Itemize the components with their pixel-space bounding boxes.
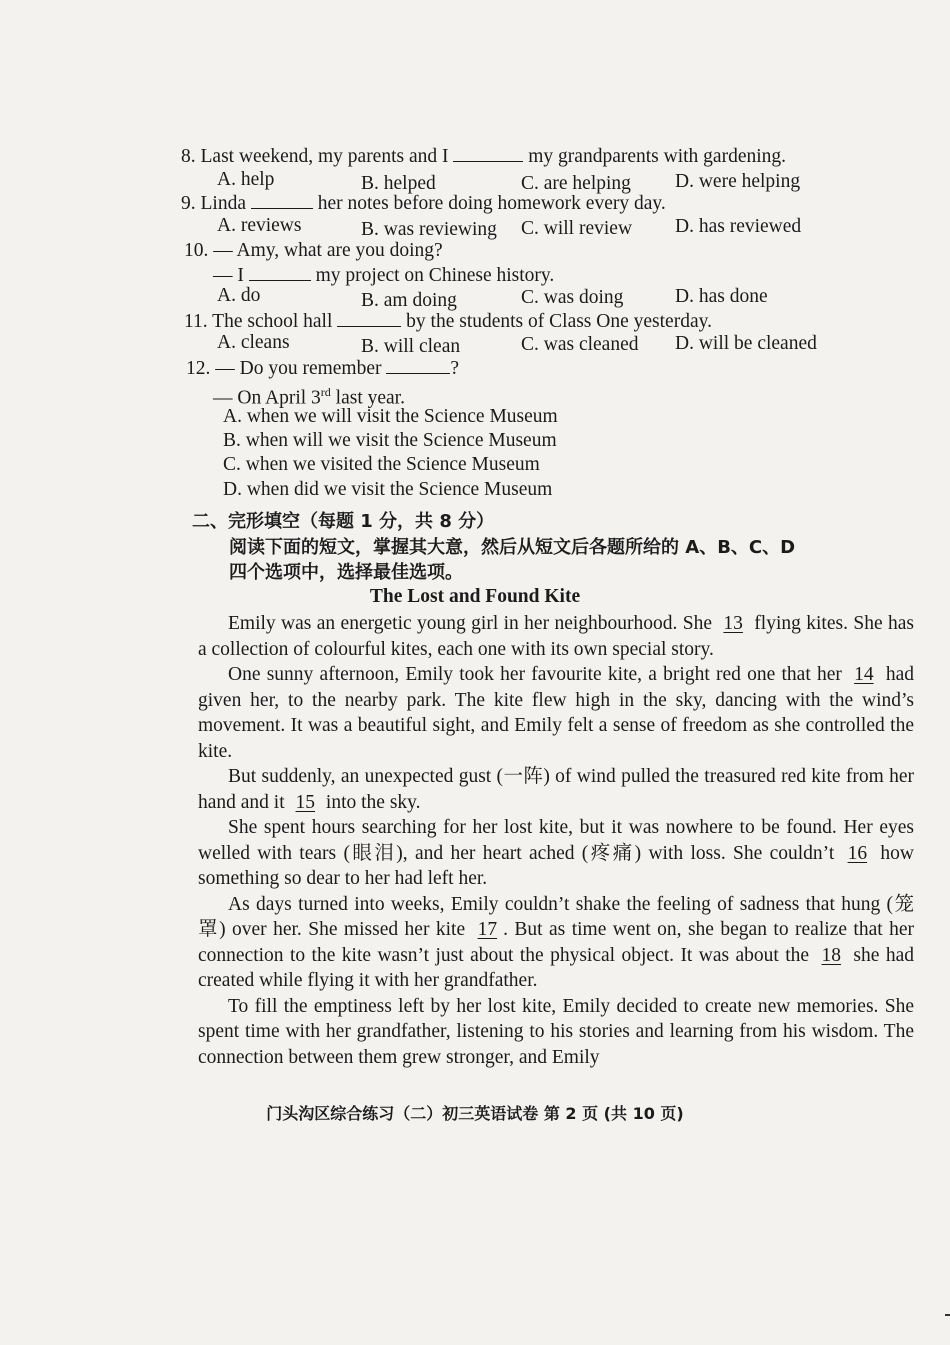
passage-paragraph-6: To fill the emptiness left by her lost kite, Emily decided to create new memories. She spent time with her grandfather, listening to his stories and learning from his wisdom. The connection between them grew stronger, and Emily: [198, 995, 914, 1068]
p4-text-a: She spent hours searching for her lost kite, but it was nowhere to be found. Her eyes welled with tears (眼泪), and her heart ached (疼痛) with loss. She couldn’t: [198, 817, 914, 864]
p2-text-a: One sunny afternoon, Emily took her favourite kite, a bright red one that her: [228, 664, 849, 685]
q12-stem-start: 12. — Do you remember: [186, 358, 382, 379]
blank-17: 17: [477, 919, 498, 940]
section-2-instruction-line-2: 四个选项中，选择最佳选项。: [229, 562, 463, 583]
q9-stem-start: 9. Linda: [181, 193, 246, 214]
passage-paragraph-2: [198, 662, 914, 764]
p5-text-a: As days turned into weeks, Emily couldn’t shake the feeling of sadness that hung (笼罩) over her. She missed her kite: [198, 893, 914, 940]
q12-option-d: D. when did we visit the Science Museum: [223, 479, 553, 500]
q11-stem-end: by the students of Class One yesterday.: [406, 311, 712, 332]
q8-option-b: B. helped: [361, 173, 436, 194]
q11-option-d: D. will be cleaned: [675, 333, 817, 354]
p2-text-b: had given her, to the nearby park. The kite flew high in the sky, dancing with the wind’s movement. It was a beautiful sight, and Emily felt a sense of freedom as she controlled the kite.: [198, 664, 914, 762]
q9-option-d: D. has reviewed: [675, 216, 802, 237]
section-2-instruction-line-1: 阅读下面的短文，掌握其大意，然后从短文后各题所给的 A、B、C、D: [229, 537, 796, 558]
q10-reply-start: — I: [213, 265, 244, 286]
q8-blank: [453, 143, 523, 162]
passage-paragraph-1: [198, 611, 914, 662]
question-10-reply: [213, 262, 554, 288]
q11-option-c: C. was cleaned: [521, 334, 639, 355]
q12-reply-start: — On April 3: [213, 387, 321, 409]
q8-option-d: D. were helping: [675, 171, 801, 192]
blank-16: 16: [847, 842, 868, 864]
p3-text-b: into the sky.: [321, 791, 421, 813]
q11-option-b: B. will clean: [361, 336, 461, 357]
q9-option-b: B. was reviewing: [361, 219, 497, 240]
question-10-stem: 10. — Amy, what are you doing?: [184, 240, 443, 261]
passage-paragraph-4: [198, 815, 914, 892]
q10-option-c: C. was doing: [521, 287, 624, 308]
q11-blank: [337, 308, 401, 327]
q12-stem-end: ?: [450, 358, 460, 379]
question-12-stem: [186, 355, 459, 381]
p1-text-b: flying kites. She has a collection of colourful kites, each one with its own special story.: [198, 613, 914, 660]
passage-body: [198, 611, 914, 1070]
passage-title: The Lost and Found Kite: [369, 586, 581, 607]
q9-stem-end: her notes before doing homework every day.: [317, 193, 666, 214]
q12-blank: [386, 355, 450, 374]
q12-option-a: A. when we will visit the Science Museum: [223, 406, 558, 427]
passage-paragraph-3: [198, 764, 914, 815]
q12-option-c: C. when we visited the Science Museum: [223, 454, 540, 475]
q10-option-d: D. has done: [675, 286, 768, 307]
q12-option-b: B. when will we visit the Science Museum: [223, 430, 557, 451]
question-8-stem: [181, 143, 786, 169]
p3-text-a: But suddenly, an unexpected gust (一阵) of wind pulled the treasured red kite from her hand and it: [198, 766, 914, 813]
q10-option-b: B. am doing: [361, 290, 457, 311]
passage-paragraph-5: [198, 892, 914, 994]
p5-text-b: . But as time went on, she began to realize that her connection to the kite wasn’t just about the physical object. It was about the: [198, 919, 914, 966]
page-footer: 门头沟区综合练习（二）初三英语试卷 第 2 页 (共 10 页): [266, 1104, 684, 1123]
q10-option-a: A. do: [217, 285, 261, 306]
p1-text-a: Emily was an energetic young girl in her neighbourhood. She: [228, 613, 718, 634]
q10-blank: [249, 262, 311, 281]
blank-14: 14: [854, 664, 874, 685]
q8-option-c: C. are helping: [521, 173, 631, 194]
q8-option-a: A. help: [217, 169, 275, 190]
blank-13: 13: [723, 613, 743, 634]
q11-stem-start: 11. The school hall: [184, 311, 333, 332]
q10-reply-end: my project on Chinese history.: [315, 265, 555, 286]
q8-stem-end: my grandparents with gardening.: [528, 146, 787, 167]
q11-option-a: A. cleans: [217, 332, 290, 353]
blank-15: 15: [295, 791, 316, 813]
p5-text-c: she had created while flying it with her grandfather.: [198, 944, 915, 991]
q9-blank: [251, 190, 313, 209]
q9-option-a: A. reviews: [217, 215, 302, 236]
edge-mark: [945, 1314, 950, 1316]
question-9-stem: [181, 190, 666, 216]
section-2-heading: 二、完形填空（每题 1 分，共 8 分）: [192, 511, 495, 532]
blank-18: 18: [821, 944, 842, 966]
q12-reply-end: last year.: [330, 387, 405, 409]
q9-option-c: C. will review: [521, 218, 633, 239]
q8-stem-start: 8. Last weekend, my parents and I: [181, 146, 449, 167]
p4-text-b: how something so dear to her had left her.: [198, 842, 914, 889]
q12-reply-superscript: rd: [320, 385, 331, 399]
